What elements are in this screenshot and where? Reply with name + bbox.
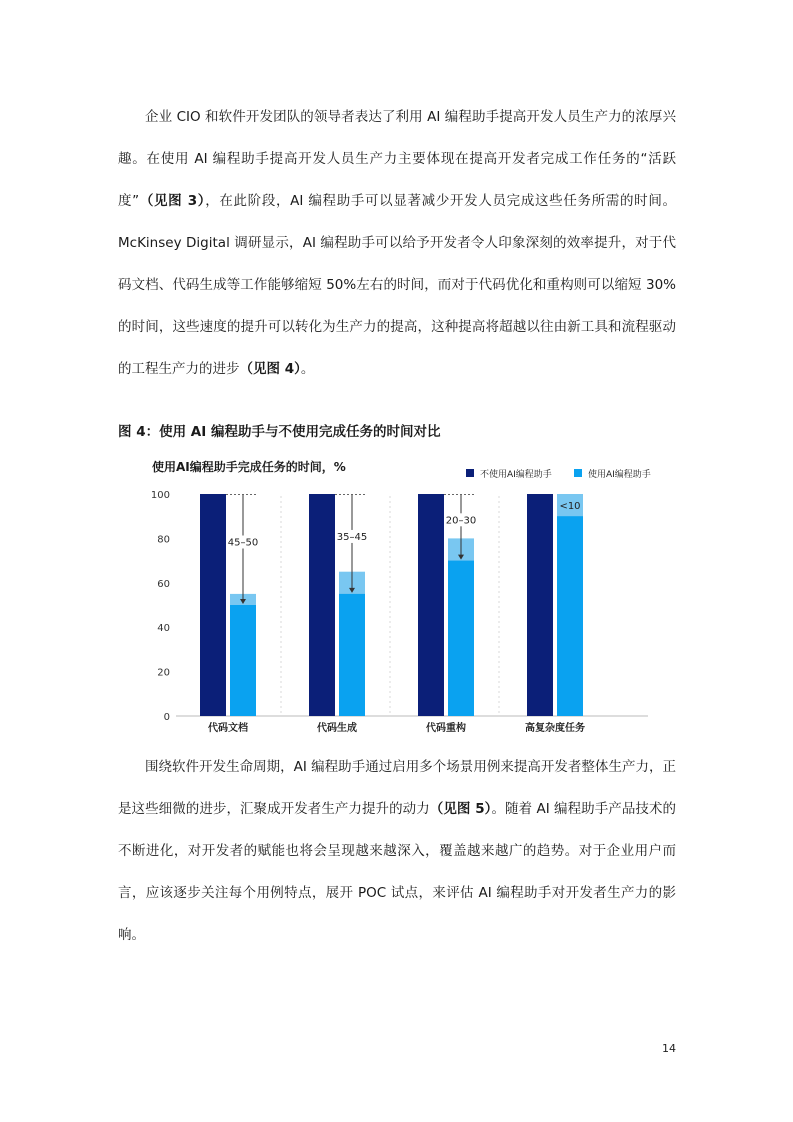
y-tick-label: 20: [157, 667, 170, 679]
reduction-annotation: 35–45: [336, 531, 368, 543]
legend-label: 使用AI编程助手: [588, 470, 651, 480]
legend-swatch: [574, 469, 582, 477]
paragraph-1-text-1: 企业 CIO 和软件开发团队的领导者表达了利用 AI 编程助手提高开发人员生产力的浓厚兴趣。在使用 AI 编程助手提高开发人员生产力主要体现在提高开发者完成工作任务的“活跃度”: [118, 109, 676, 209]
chart-title: 使用AI编程助手完成任务的时间，%: [152, 460, 346, 474]
y-tick-label: 80: [157, 534, 170, 546]
time-comparison-chart: [118, 448, 658, 743]
body-paragraph-2: [118, 746, 676, 956]
figure-title: 图 4：使用 AI 编程助手与不使用完成任务的时间对比: [118, 424, 441, 440]
bar-without-ai: [309, 494, 335, 716]
legend-label: 不使用AI编程助手: [480, 470, 552, 480]
y-tick-label: 0: [163, 712, 170, 723]
reduction-annotation: 45–50: [227, 537, 259, 549]
page-number: 14: [662, 1042, 676, 1055]
figure-3-reference: （见图 3）: [139, 193, 206, 209]
y-tick-label: 40: [157, 623, 170, 635]
figure-4-reference: （见图 4）: [239, 361, 301, 377]
y-tick-label: 60: [157, 578, 170, 590]
category-label: 代码生成: [317, 723, 357, 734]
body-paragraph-1: [118, 96, 676, 390]
paragraph-2-text-2: 。随着 AI 编程助手产品技术的不断进化，对开发者的赋能也将会呈现越来越深入，覆盖越来越广的趋势。对于企业用户而言，应该逐步关注每个用例特点，展开 POC 试点，来评估 AI 编程助手对开发者生产力的影响。: [118, 801, 677, 943]
bar-with-ai: [557, 516, 583, 716]
bar-without-ai: [200, 494, 226, 716]
paragraph-1-text-2: ，在此阶段，AI 编程助手可以显著减少开发人员完成这些任务所需的时间。McKinsey Digital 调研显示，AI 编程助手可以给予开发者令人印象深刻的效率提升，对于代码文档、代码生成等工作能够缩短 50%左右的时间，而对于代码优化和重构则可以缩短 30%的时间，这些速度的提升可以转化为生产力的提高，这种提高将超越以往由新工具和流程驱动的工程生产力的进步: [118, 193, 677, 377]
legend-swatch: [466, 469, 474, 477]
category-label: 代码文档: [208, 723, 248, 734]
y-tick-label: 100: [150, 490, 170, 501]
figure-5-reference: （见图 5）: [429, 801, 492, 817]
paragraph-2-text-1: 围绕软件开发生命周期，AI 编程助手通过启用多个场景用例来提高开发者整体生产力，正是这些细微的进步，汇聚成开发者生产力提升的动力: [118, 759, 676, 817]
bar-without-ai: [418, 494, 444, 716]
bar-with-ai: [448, 561, 474, 716]
paragraph-1-text-3: 。: [300, 361, 315, 377]
bar-with-ai: [230, 605, 256, 716]
reduction-annotation: <10: [559, 501, 581, 512]
bar-with-ai: [339, 594, 365, 716]
category-label: 高复杂度任务: [525, 723, 585, 734]
category-label: 代码重构: [426, 723, 466, 734]
reduction-annotation: 20–30: [445, 515, 477, 527]
bar-without-ai: [527, 494, 553, 716]
